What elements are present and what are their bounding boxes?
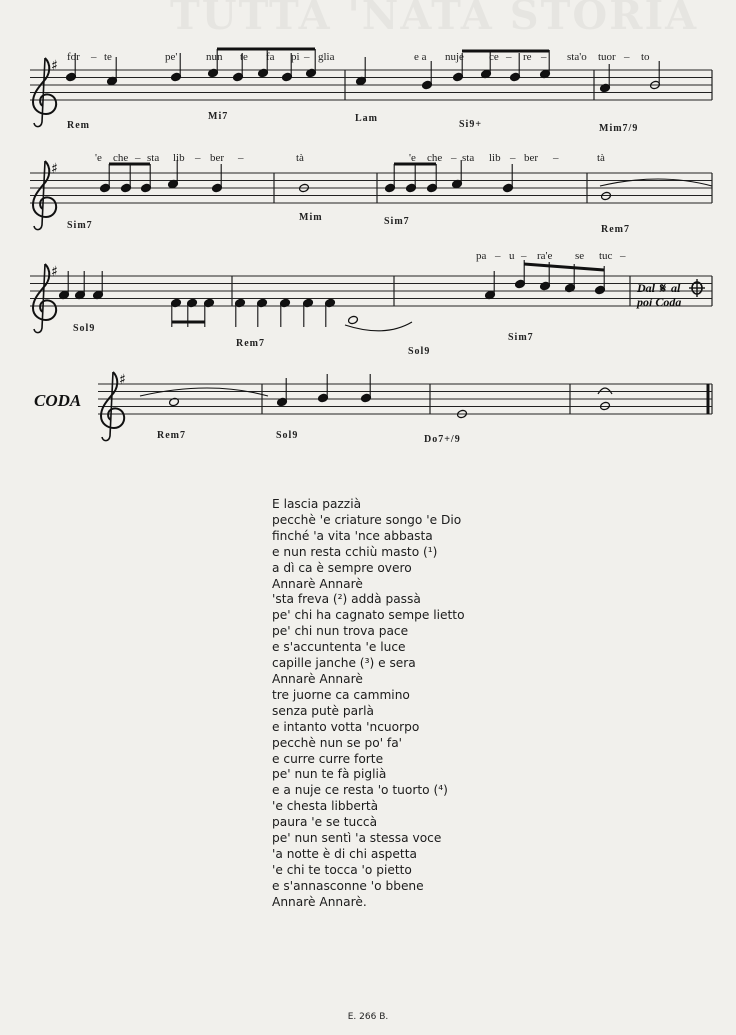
- svg-text:nuje: nuje: [445, 51, 464, 63]
- catalog-code: E. 266 B.: [347, 1012, 389, 1022]
- svg-text:se: se: [575, 250, 585, 262]
- svg-text:tà: tà: [597, 152, 605, 164]
- svg-text:pa: pa: [476, 250, 487, 262]
- verse-line: 'e chesta libbertà: [272, 799, 379, 814]
- verse-line: e a nuje ce resta 'o tuorto (⁴): [272, 783, 448, 798]
- chords-system-1: [67, 111, 638, 134]
- svg-text:re: re: [523, 51, 532, 63]
- svg-text:–: –: [135, 152, 141, 164]
- svg-text:Sol9: Sol9: [408, 346, 431, 357]
- chords-system-2: [67, 212, 630, 235]
- verse-line: pe' chi ha cagnato sempe lietto: [272, 608, 465, 623]
- svg-text:sta'o: sta'o: [567, 51, 587, 63]
- svg-text:ber: ber: [524, 152, 539, 164]
- svg-text:Mim7/9: Mim7/9: [599, 123, 639, 134]
- svg-text:–: –: [451, 152, 457, 164]
- lyrics-system-1: [67, 51, 650, 63]
- verse-line: tre juorne ca cammino: [272, 687, 410, 702]
- svg-text:Sim7: Sim7: [67, 220, 93, 231]
- verse-line: pe' nun te fà piglià: [272, 767, 387, 782]
- svg-text:Sol9: Sol9: [73, 323, 96, 334]
- svg-text:u: u: [509, 250, 515, 262]
- svg-text:fa: fa: [266, 51, 275, 63]
- svg-text:Mi7: Mi7: [208, 111, 229, 122]
- svg-text:'e: 'e: [95, 152, 102, 164]
- key-sharp: ♯: [119, 372, 126, 388]
- chords-system-3: [73, 323, 534, 357]
- key-sharp: ♯: [51, 264, 58, 280]
- svg-text:ra'e: ra'e: [537, 250, 553, 262]
- svg-text:che: che: [427, 152, 443, 164]
- verse-line: pe' nun sentì 'a stessa voce: [272, 831, 442, 846]
- svg-text:poi Coda: poi Coda: [637, 295, 682, 309]
- svg-text:–: –: [238, 152, 244, 164]
- verse-line: 'a notte è di chi aspetta: [272, 846, 417, 861]
- svg-text:ber: ber: [210, 152, 225, 164]
- beam: [524, 264, 604, 270]
- svg-text:Si9+: Si9+: [459, 119, 483, 130]
- verse-line: 'sta freva (²) addà passà: [272, 592, 421, 607]
- lyrics-system-3: [476, 250, 626, 262]
- verse-line: senza putè parlà: [272, 703, 374, 718]
- svg-text:te: te: [240, 51, 248, 63]
- verse-line: finché 'a vita 'nce abbasta: [272, 528, 433, 543]
- svg-text:lib: lib: [173, 152, 185, 164]
- verse-line: pecchè 'e criature songo 'e Dio: [272, 512, 462, 527]
- svg-text:'e: 'e: [409, 152, 416, 164]
- svg-text:Rem: Rem: [67, 120, 90, 131]
- verse-line: e intanto votta 'ncuorpo: [272, 719, 420, 734]
- verse-line: E lascia pazzià: [272, 497, 362, 511]
- svg-text:–: –: [620, 250, 626, 262]
- svg-text:–: –: [195, 152, 201, 164]
- svg-text:nun: nun: [206, 51, 223, 63]
- key-sharp: ♯: [51, 58, 58, 74]
- svg-text:Rem7: Rem7: [236, 338, 265, 349]
- svg-text:al: al: [671, 281, 681, 295]
- verse-line: e s'annasconne 'o bbene: [272, 878, 424, 893]
- svg-text:Sim7: Sim7: [508, 332, 534, 343]
- dal-segno-instruction: [636, 279, 705, 309]
- svg-text:sta: sta: [147, 152, 160, 164]
- svg-text:ce: ce: [489, 51, 499, 63]
- verse-line: paura 'e se tuccà: [272, 815, 378, 830]
- verse-line: e s'accuntenta 'e luce: [272, 640, 406, 655]
- verse-line: Annarè Annarè: [272, 576, 363, 591]
- svg-text:–: –: [624, 51, 630, 63]
- svg-text:tà: tà: [296, 152, 304, 164]
- verse-line: capille janche (³) e sera: [272, 656, 416, 671]
- lyrics-system-2: [95, 152, 605, 164]
- verse-line: 'e chi te tocca 'o pietto: [272, 862, 412, 877]
- svg-text:for: for: [67, 51, 80, 63]
- svg-text:e a: e a: [414, 51, 427, 63]
- coda-label: CODA: [34, 391, 82, 410]
- svg-text:Rem7: Rem7: [157, 430, 186, 441]
- svg-text:lib: lib: [489, 152, 501, 164]
- svg-text:Dal: Dal: [637, 281, 655, 295]
- svg-text:–: –: [304, 51, 310, 63]
- svg-text:–: –: [510, 152, 516, 164]
- svg-text:–: –: [541, 51, 547, 63]
- svg-text:tuor: tuor: [598, 51, 616, 63]
- svg-text:Sol9: Sol9: [276, 430, 299, 441]
- svg-text:tuc: tuc: [599, 250, 613, 262]
- svg-text:–: –: [553, 152, 559, 164]
- verse-line: e nun resta cchiù masto (¹): [272, 544, 438, 559]
- svg-text:–: –: [91, 51, 97, 63]
- song-verse: [272, 497, 572, 911]
- svg-text:Rem7: Rem7: [601, 224, 630, 235]
- key-sharp: ♯: [51, 161, 58, 177]
- verse-line: e curre curre forte: [272, 751, 384, 766]
- svg-text:glia: glia: [318, 51, 335, 63]
- svg-text:–: –: [521, 250, 527, 262]
- score: [0, 0, 736, 470]
- svg-text:–: –: [495, 250, 501, 262]
- svg-text:che: che: [113, 152, 129, 164]
- svg-text:Mim: Mim: [299, 212, 323, 223]
- svg-text:Sim7: Sim7: [384, 216, 410, 227]
- svg-text:pi: pi: [291, 51, 300, 63]
- verse-line: pe' chi nun trova pace: [272, 624, 409, 639]
- verse-line: Annarè Annarè: [272, 671, 363, 686]
- verse-line: pecchè nun se po' fa': [272, 735, 403, 750]
- svg-text:te: te: [104, 51, 112, 63]
- svg-text:pe': pe': [165, 51, 178, 63]
- chords-system-4: [157, 430, 461, 445]
- svg-text:sta: sta: [462, 152, 475, 164]
- svg-text:–: –: [506, 51, 512, 63]
- verse-line: a dì ca è sempre overo: [272, 560, 412, 575]
- svg-text:Do7+/9: Do7+/9: [424, 434, 461, 445]
- segno-sign: 𝄋: [660, 281, 667, 297]
- note-head: [348, 315, 359, 325]
- verse-line: Annarè Annarè.: [272, 894, 367, 909]
- svg-text:Lam: Lam: [355, 113, 378, 124]
- svg-text:to: to: [641, 51, 650, 63]
- coda-sign-icon: [689, 279, 705, 297]
